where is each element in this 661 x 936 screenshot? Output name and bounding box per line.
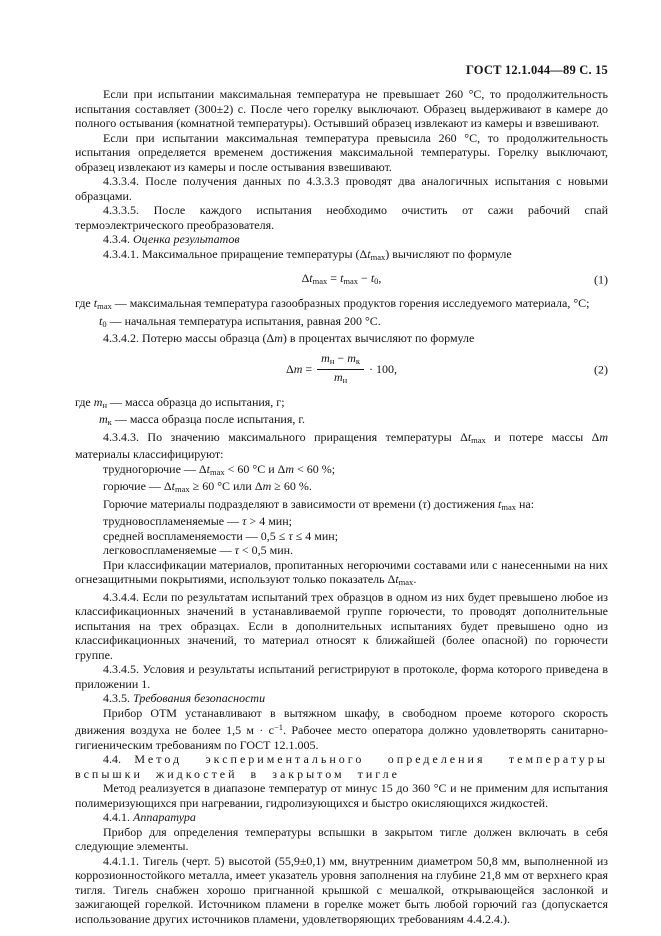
paragraph: 4.3.4.3. По значению максимального приращения температуры $\Delta t_{max}$ и потере массы Δm материалы классифицируют: xyxy=(75,429,608,461)
section-heading: 4.3.4. Оценка результатов xyxy=(103,232,240,246)
formula-number: (1) xyxy=(594,272,608,287)
formula-2 xyxy=(75,350,608,388)
paragraph: 4.3.4.1. Максимальное приращение температуры $(\Delta t_{max})$ вычисляют по формуле xyxy=(103,246,512,262)
page-header xyxy=(75,63,608,78)
standard-number: ГОСТ 12.1.044—89 С. 15 xyxy=(465,63,608,77)
paragraph: Если при испытании максимальная температура превысила 260 °С, то продолжительность испытания определяется временем достижения максимальной температуры. Горелку выключают, образец извлекают из камеры и после остывания взвешивают. xyxy=(75,130,608,174)
fraction: $\frac{m_н - m_к}{m_н}$ xyxy=(317,352,364,387)
paragraph: средней воспламеняемости — 0,5 ≤ τ ≤ 4 мин; xyxy=(103,528,339,543)
paragraph: Если при испытании максимальная температура не превышает 260 °С, то продолжительность испытания составляет (300±2) с. После чего горелку выключают. Образец выдерживают в камере до полного остывания (комнатной температуры). Остывший образец извлекают из камеры и взвешивают. xyxy=(75,87,608,130)
section-heading: 4.4.1. Аппаратура xyxy=(103,810,196,824)
paragraph: $t_0$ — начальная температура испытания, равная 200 °С. xyxy=(99,313,381,329)
paragraph: 4.3.3.4. После получения данных по 4.3.3.3 проводят два аналогичных испытания с новыми образцами. xyxy=(75,174,608,203)
paragraph: 4.3.4.2. Потерю массы образца (Δm) в процентах вычисляют по формуле xyxy=(103,331,475,345)
paragraph: $m_к$ — масса образца после испытания, г. xyxy=(99,412,305,427)
section-heading: 4.4. Метод экспериментального определения температуры вспышки жидкостей в закрытом тигле xyxy=(75,752,608,781)
section-heading: 4.3.5. Требования безопасности xyxy=(103,691,266,705)
paragraph: горючие — $\Delta t_{max} \ge 60$ °С или Δm ≥ 60 %. xyxy=(103,479,312,494)
paragraph: Горючие материалы подразделяют в зависимости от времени (τ) достижения $t_{max}$ на: xyxy=(103,496,535,512)
paragraph: 4.3.3.5. После каждого испытания необходимо очистить от сажи рабочий спай термоэлектрического преобразователя. xyxy=(75,203,608,232)
paragraph: 4.4.1.1. Тигель (черт. 5) высотой (55,9±0,1) мм, внутренним диаметром 50,8 мм, выполненной из коррозионностойкого металла, имеет указатель уровня заполнения на глубине 21,8 мм от верхнего края тигля. Тигель снабжен хорошо пригнанной крышкой с мешалкой, открывающейся заслонкой и зажигающей горелкой. Источником пламени в горелке может быть любой горючий газ (допускается использование других источников пламени, удовлетворяющих требованиям 4.4.2.4.). xyxy=(75,853,608,926)
paragraph: Прибор ОТМ устанавливают в вытяжном шкафу, в свободном проеме которого скорость движения воздуха не более 1,5 $м \cdot с^{-1}$. Рабочее место оператора должно удовлетворять санитарно-гигиеническим требованиям по ГОСТ 12.1.005. xyxy=(75,705,609,752)
paragraph: трудновоспламеняемые — τ > 4 мин; xyxy=(103,514,292,528)
paragraph: Прибор для определения температуры вспышки в закрытом тигле должен включать в себя следующие элементы. xyxy=(75,824,608,853)
paragraph: Метод реализуется в диапазоне температур от минус 15 до 360 °С и не применим для испытания полимеризующихся при нагревании, гидролизующихся и быстро окисляющихся жидкостей. xyxy=(75,781,608,810)
paragraph: где $m_н$ — масса образца до испытания, г; xyxy=(75,394,285,410)
formula-content: Δm = $\frac{m_н - m_к}{m_н}$ · 100, xyxy=(286,350,397,385)
paragraph: 4.3.4.4. Если по результатам испытаний трех образцов в одном из них будет превышено любое из классификационных значений в устанавливаемой группе горючести, то проводят дополнительные испытания на трех образцах. Если в дополнительных испытаниях будет превышено одно из классификационных значений, то материал относят к ближайшей (более опасной) по горючести группе. xyxy=(75,589,608,662)
paragraph: легковоспламеняемые — τ < 0,5 мин. xyxy=(103,543,294,557)
formula-number: (2) xyxy=(594,362,608,377)
paragraph: При классификации материалов, пропитанных негорючими составами или с нанесенными на них огнезащитными покрытиями, используют только показатель $\Delta t_{max}$. xyxy=(75,557,608,587)
formula-content: $\Delta t_{max} = t_{max} - t_0$, xyxy=(301,271,382,286)
paragraph: где $t_{max}$ — максимальная температура газообразных продуктов горения исследуемого материала, °С; xyxy=(75,296,590,311)
paragraph: 4.3.4.5. Условия и результаты испытаний регистрируют в протоколе, форма которого приведена в приложении 1. xyxy=(75,662,608,691)
document-body xyxy=(75,87,608,926)
formula-1 xyxy=(75,271,608,289)
paragraph: трудногорючие — $\Delta t_{max} < 60$ °С и Δm < 60 %; xyxy=(103,461,336,477)
